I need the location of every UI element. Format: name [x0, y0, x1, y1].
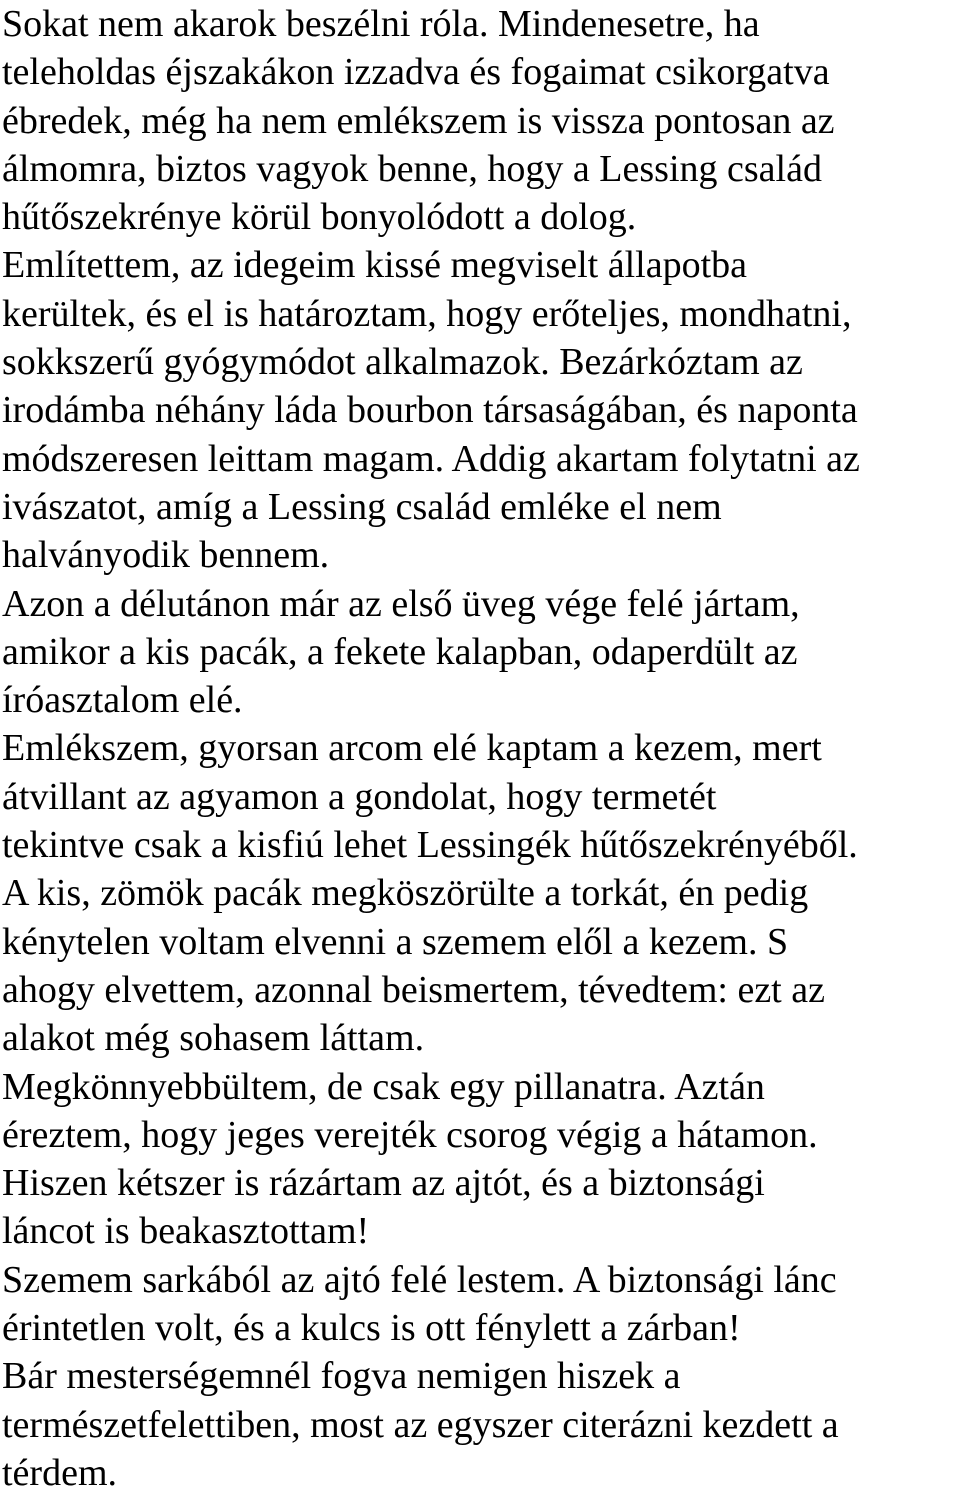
text-line: Azon a délutánon már az első üveg vége felé jártam,: [2, 582, 800, 625]
text-line: álmomra, biztos vagyok benne, hogy a Lessing család: [2, 147, 822, 190]
text-line: módszeresen leittam magam. Addig akartam folytatni az: [2, 437, 860, 480]
text-line: Sokat nem akarok beszélni róla. Mindenesetre, ha: [2, 3, 760, 45]
text-line: sokkszerű gyógymódot alkalmazok. Bezárkóztam az: [2, 341, 803, 384]
text-line: irodámba néhány láda bourbon társaságában, és naponta: [2, 389, 858, 432]
text-line: Megkönnyebbültem, de csak egy pillanatra. Aztán: [2, 1065, 765, 1108]
text-line: A kis, zömök pacák megköszörülte a torkát, én pedig: [2, 872, 809, 915]
text-line: ahogy elvettem, azonnal beismertem, tévedtem: ezt az: [2, 968, 825, 1011]
text-line: Hiszen kétszer is rázártam az ajtót, és a biztonsági: [2, 1162, 765, 1205]
text-line: éreztem, hogy jeges verejték csorog végig a hátamon.: [2, 1113, 818, 1156]
text-line: természetfelettiben, most az egyszer citerázni kezdett a: [2, 1403, 839, 1446]
text-line: kerültek, és el is határoztam, hogy erőteljes, mondhatni,: [2, 292, 852, 335]
text-line: Bár mesterségemnél fogva nemigen hiszek a: [2, 1355, 681, 1398]
text-line: kénytelen voltam elvenni a szemem elől a kezem. S: [2, 920, 789, 963]
text-line: láncot is beakasztottam!: [2, 1210, 370, 1253]
text-line: hűtőszekrénye körül bonyolódott a dolog.: [2, 196, 637, 239]
text-line: ivászatot, amíg a Lessing család emléke el nem: [2, 485, 722, 528]
text-line: halványodik bennem.: [2, 534, 330, 577]
text-line: teleholdas éjszakákon izzadva és fogaimat csikorgatva: [2, 51, 830, 94]
text-line: alakot még sohasem láttam.: [2, 1017, 425, 1060]
text-line: Emlékszem, gyorsan arcom elé kaptam a kezem, mert: [2, 727, 822, 770]
text-line: érintetlen volt, és a kulcs is ott fénylett a zárban!: [2, 1307, 741, 1350]
text-line: íróasztalom elé.: [2, 679, 243, 722]
text-line: ébredek, még ha nem emlékszem is vissza pontosan az: [2, 99, 835, 142]
text-line: térdem.: [2, 1451, 118, 1494]
text-line: Említettem, az idegeim kissé megviselt állapotba: [2, 244, 748, 287]
text-line: Szemem sarkából az ajtó felé lestem. A biztonsági lánc: [2, 1258, 837, 1301]
text-line: átvillant az agyamon a gondolat, hogy termetét: [2, 775, 717, 818]
text-line: tekintve csak a kisfiú lehet Lessingék hűtőszekrényéből.: [2, 824, 858, 867]
text-line: amikor a kis pacák, a fekete kalapban, odaperdült az: [2, 630, 798, 673]
